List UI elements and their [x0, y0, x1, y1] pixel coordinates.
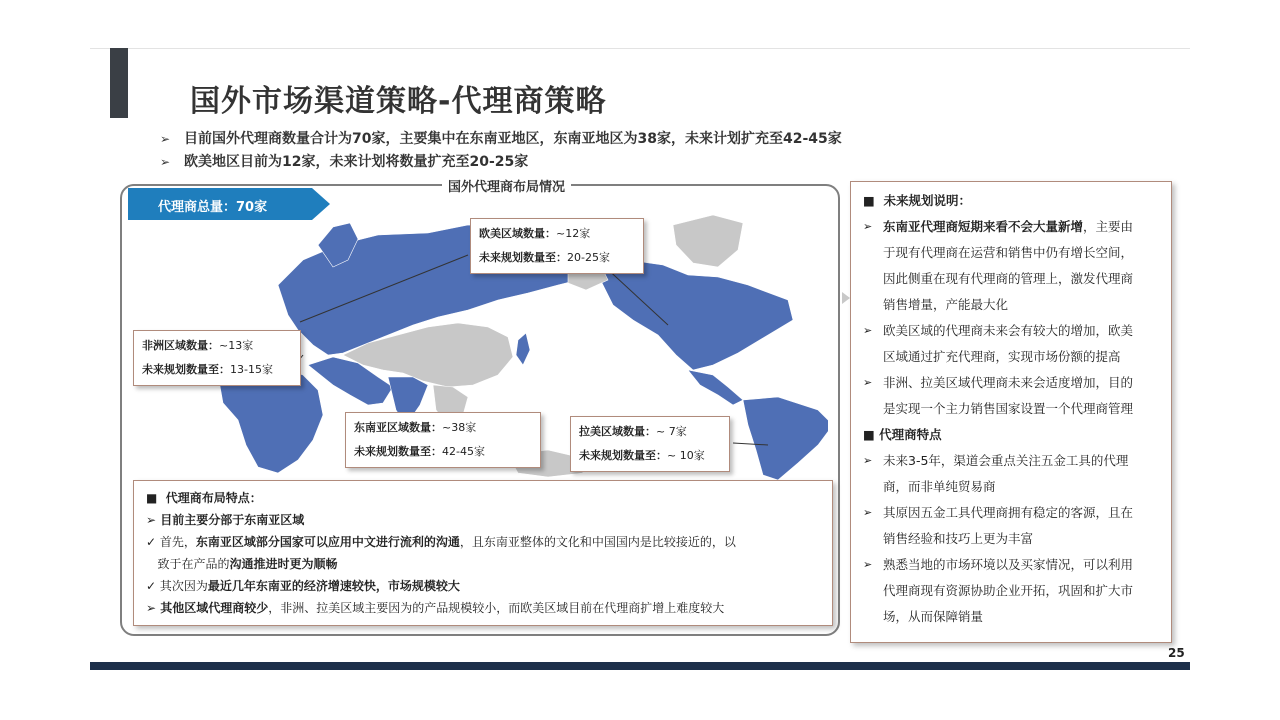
- panel-item: ➢ 熟悉当地的市场环境以及买家情况，可以利用 代理商现有资源协助企业开拓，巩固和扩大市 场，从而保障销量: [863, 552, 1159, 630]
- latam-count-label: 拉美区域数量：: [579, 425, 656, 438]
- arrow-bullet-icon: ➢: [863, 324, 873, 337]
- map-section-caption: 国外代理商布局情况: [442, 176, 571, 195]
- panel-pointer-icon: [842, 292, 850, 304]
- features-item: ➢ 其他区域代理商较少，非洲、拉美区域主要因为的产品规模较小，而欧美区域目前在代理商扩增上难度较大: [146, 601, 725, 615]
- features-item-cont: 致于在产品的沟通推进时更为顺畅: [157, 557, 338, 571]
- label-latam: [570, 416, 730, 472]
- future-plan-panel: [850, 181, 1172, 643]
- features-heading: ■ 代理商布局特点：: [146, 491, 262, 505]
- arrow-bullet-icon: ➢: [160, 132, 171, 146]
- latam-plan-label: 未来规划数量至：: [579, 449, 667, 462]
- label-southeast-asia: [345, 412, 541, 468]
- panel-item: ➢ 非洲、拉美区域代理商未来会适度增加，目的 是实现一个主力销售国家设置一个代理商管理: [863, 370, 1159, 422]
- label-africa: [133, 330, 301, 386]
- intro-bullet-text: 欧美地区目前为12家，未来计划将数量扩充至20-25家: [184, 154, 529, 170]
- label-europe: [470, 218, 644, 274]
- region-south-america: [743, 397, 828, 480]
- latam-plan-value: ~ 10家: [667, 449, 705, 462]
- panel-item: ➢ 东南亚代理商短期来看不会大量新增，主要由 于现有代理商在运营和销售中仍有增长空间， 因此侧重在现有代理商的管理上，激发代理商 销售增量，产能最大化: [863, 214, 1159, 318]
- arrow-bullet-icon: ➢: [863, 454, 873, 467]
- features-item: ➢ 目前主要分部于东南亚区域: [146, 513, 305, 527]
- arrow-bullet-icon: ➢: [160, 155, 171, 169]
- layout-features-box: [133, 480, 833, 626]
- sea-count-label: 东南亚区域数量：: [354, 421, 442, 434]
- sea-plan-label: 未来规划数量至：: [354, 445, 442, 458]
- arrow-bullet-icon: ➢: [863, 506, 873, 519]
- features-item: ✓ 其次因为最近几年东南亚的经济增速较快，市场规模较大: [146, 579, 460, 593]
- page-title: 国外市场渠道策略-代理商策略: [190, 84, 607, 119]
- panel-heading: ■ 代理商特点: [863, 427, 942, 442]
- panel-item: ➢ 未来3-5年，渠道会重点关注五金工具的代理 商，而非单纯贸易商: [863, 448, 1159, 500]
- panel-heading: ■ 未来规划说明：: [863, 193, 972, 208]
- europe-count-value: ~12家: [556, 227, 591, 240]
- sea-plan-value: 42-45家: [442, 445, 485, 458]
- intro-bullet: [160, 128, 842, 151]
- sea-count-value: ~38家: [442, 421, 477, 434]
- africa-plan-label: 未来规划数量至：: [142, 363, 230, 376]
- panel-item: ➢ 其原因五金工具代理商拥有稳定的客源，且在 销售经验和技巧上更为丰富: [863, 500, 1159, 552]
- arrow-bullet-icon: ➢: [863, 376, 873, 389]
- features-item: ✓ 首先，东南亚区域部分国家可以应用中文进行流利的沟通，且东南亚整体的文化和中国国内是比较接近的，以: [146, 535, 736, 549]
- total-agents-label: 代理商总量：70家: [158, 200, 268, 215]
- title-accent-bar: [110, 48, 128, 118]
- intro-bullet: [160, 151, 842, 174]
- arrow-bullet-icon: ➢: [863, 220, 873, 233]
- arrow-bullet-icon: ➢: [863, 558, 873, 571]
- europe-plan-label: 未来规划数量至：: [479, 251, 567, 264]
- page-number: 25: [1168, 646, 1185, 660]
- footer-bar: [90, 662, 1190, 670]
- region-central-america: [688, 370, 743, 405]
- europe-count-label: 欧美区域数量：: [479, 227, 556, 240]
- panel-item: ➢ 欧美区域的代理商未来会有较大的增加，欧美 区域通过扩充代理商，实现市场份额的提高: [863, 318, 1159, 370]
- africa-count-value: ~13家: [219, 339, 254, 352]
- europe-plan-value: 20-25家: [567, 251, 610, 264]
- africa-plan-value: 13-15家: [230, 363, 273, 376]
- intro-bullets: [160, 128, 842, 174]
- region-greenland: [673, 215, 743, 267]
- intro-bullet-text: 目前国外代理商数量合计为70家，主要集中在东南亚地区，东南亚地区为38家，未来计划扩充至42-45家: [184, 131, 842, 147]
- latam-count-value: ~ 7家: [656, 425, 687, 438]
- region-north-america: [598, 260, 793, 370]
- region-japan: [516, 333, 530, 365]
- africa-count-label: 非洲区域数量：: [142, 339, 219, 352]
